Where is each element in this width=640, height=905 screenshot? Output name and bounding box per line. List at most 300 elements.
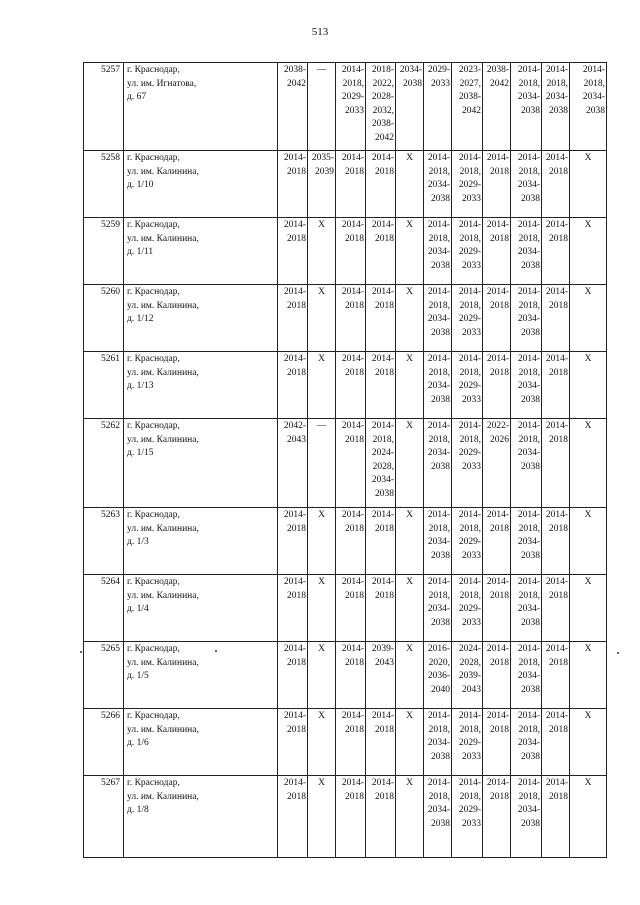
- period-line: 2038: [431, 751, 450, 762]
- period-line: 2014-: [486, 287, 509, 297]
- period-cell: [483, 285, 511, 352]
- period-line: 2018: [549, 434, 568, 445]
- period-line: 2038: [521, 684, 540, 695]
- period-cell: [336, 151, 366, 218]
- period-line: 2018,: [372, 434, 394, 445]
- period-cell: [483, 352, 511, 419]
- period-cell: [511, 285, 542, 352]
- period-line: 2014-: [458, 153, 481, 163]
- address-line: д. 1/3: [127, 537, 149, 547]
- period-line: 2014-: [341, 287, 364, 297]
- period-line: 2018: [345, 657, 364, 668]
- table-row: [84, 575, 607, 642]
- period-line: 2018,: [583, 78, 605, 89]
- period-line: 2034-: [517, 738, 540, 748]
- period-line: 2038: [521, 105, 540, 116]
- period-line: 2043: [287, 434, 306, 445]
- period-line: X: [318, 510, 325, 520]
- period-cell: [336, 575, 366, 642]
- period-cell: [570, 218, 607, 285]
- period-line: 2018: [287, 657, 306, 668]
- period-line: 2039-: [458, 671, 481, 681]
- scan-mark: [80, 651, 82, 653]
- period-line: 2018,: [518, 166, 540, 177]
- period-cell: [452, 63, 483, 151]
- period-line: 2029-: [458, 180, 481, 190]
- period-cell: [570, 709, 607, 776]
- address-line: д. 1/6: [127, 738, 149, 748]
- period-line: 2014-: [545, 354, 568, 364]
- address-line: д. 1/8: [127, 805, 149, 815]
- address-line: г. Краснодар,: [127, 778, 180, 788]
- period-cell: [542, 419, 570, 508]
- period-cell: [366, 642, 396, 709]
- period-line: 2018,: [459, 300, 481, 311]
- period-line: 2024-: [371, 448, 394, 458]
- period-line: X: [584, 711, 592, 721]
- period-line: 2014-: [517, 220, 540, 230]
- address-line: г. Краснодар,: [127, 577, 180, 587]
- period-line: 2018: [490, 523, 509, 534]
- address-line: г. Краснодар,: [127, 65, 180, 75]
- period-line: 2033: [462, 617, 481, 628]
- table-row: [84, 352, 607, 419]
- period-cell: [396, 575, 424, 642]
- period-line: 2018: [549, 233, 568, 244]
- period-line: 2029-: [341, 92, 364, 102]
- period-line: 2033: [462, 461, 481, 472]
- period-line: X: [318, 287, 325, 297]
- period-cell: [483, 508, 511, 575]
- period-line: 2038: [521, 394, 540, 405]
- period-line: 2018: [375, 791, 394, 802]
- period-line: 2038: [431, 550, 450, 561]
- period-cell: [336, 218, 366, 285]
- address-cell: [124, 575, 278, 642]
- period-cell: [570, 285, 607, 352]
- period-line: 2023-: [458, 65, 481, 75]
- address-cell: [124, 285, 278, 352]
- period-cell: [542, 776, 570, 858]
- period-line: X: [318, 711, 325, 721]
- period-cell: [336, 642, 366, 709]
- period-cell: [452, 419, 483, 508]
- period-cell: [366, 352, 396, 419]
- period-line: 2014-: [545, 778, 568, 788]
- period-line: 2014-: [458, 354, 481, 364]
- period-line: 2029-: [458, 537, 481, 547]
- table-row: [84, 508, 607, 575]
- period-line: 2014-: [371, 153, 394, 163]
- period-line: 2029-: [458, 314, 481, 324]
- period-line: 2043: [375, 657, 394, 668]
- period-line: 2034-: [517, 314, 540, 324]
- period-line: 2027,: [459, 78, 481, 89]
- row-number: 5266: [84, 709, 124, 776]
- period-line: 2018: [549, 590, 568, 601]
- period-line: 2038-: [486, 65, 509, 75]
- period-line: 2014-: [427, 354, 450, 364]
- period-line: 2034-: [517, 180, 540, 190]
- period-line: 2034-: [582, 92, 605, 102]
- address-line: д. 1/11: [127, 247, 154, 257]
- period-line: 2014-: [545, 510, 568, 520]
- period-cell: [396, 218, 424, 285]
- period-cell: [542, 352, 570, 419]
- period-line: 2035-: [311, 153, 334, 163]
- period-cell: [483, 63, 511, 151]
- row-number: 5259: [84, 218, 124, 285]
- period-line: 2038: [521, 617, 540, 628]
- address-line: ул. им. Игнатова,: [127, 78, 197, 89]
- period-cell: [424, 151, 452, 218]
- address-line: ул. им. Калинина,: [127, 791, 199, 802]
- period-cell: [424, 642, 452, 709]
- period-line: 2033: [345, 105, 364, 116]
- period-cell: [424, 218, 452, 285]
- period-line: 2039-: [371, 644, 394, 654]
- period-line: 2014-: [427, 711, 450, 721]
- period-line: 2036-: [427, 671, 450, 681]
- period-line: 2033: [462, 751, 481, 762]
- period-line: 2018: [375, 724, 394, 735]
- period-cell: [542, 151, 570, 218]
- period-cell: [396, 285, 424, 352]
- period-line: 2038: [549, 105, 568, 116]
- period-line: 2018,: [459, 367, 481, 378]
- period-line: X: [584, 577, 592, 587]
- period-line: 2014-: [371, 220, 394, 230]
- period-line: 2014-: [371, 577, 394, 587]
- period-line: 2038: [521, 461, 540, 472]
- table-body: [84, 63, 607, 858]
- period-cell: [483, 642, 511, 709]
- period-line: 2034-: [427, 247, 450, 257]
- period-line: 2016-: [427, 644, 450, 654]
- address-line: д. 1/15: [127, 448, 154, 458]
- period-line: 2033: [462, 193, 481, 204]
- period-line: 2014-: [582, 65, 605, 75]
- address-line: ул. им. Калинина,: [127, 166, 199, 177]
- row-number: 5265: [84, 642, 124, 709]
- period-line: 2018,: [518, 523, 540, 534]
- period-line: 2033: [462, 550, 481, 561]
- row-number: 5260: [84, 285, 124, 352]
- period-cell: [308, 218, 336, 285]
- period-line: 2018: [345, 367, 364, 378]
- period-line: 2014-: [371, 287, 394, 297]
- period-cell: [308, 709, 336, 776]
- period-cell: [483, 419, 511, 508]
- period-cell: [424, 285, 452, 352]
- period-line: 2034-: [517, 604, 540, 614]
- period-cell: [366, 218, 396, 285]
- period-line: 2029-: [458, 247, 481, 257]
- period-line: 2014-: [427, 287, 450, 297]
- period-cell: [542, 218, 570, 285]
- period-line: 2038-: [283, 65, 306, 75]
- period-cell: [542, 575, 570, 642]
- period-cell: [483, 218, 511, 285]
- period-line: 2014-: [517, 711, 540, 721]
- period-line: 2029-: [458, 738, 481, 748]
- period-line: 2018: [287, 590, 306, 601]
- period-cell: [424, 63, 452, 151]
- period-cell: [366, 709, 396, 776]
- period-line: 2014-: [545, 577, 568, 587]
- period-cell: [308, 508, 336, 575]
- period-cell: [396, 63, 424, 151]
- address-line: г. Краснодар,: [127, 711, 180, 721]
- period-line: 2018: [490, 657, 509, 668]
- period-line: 2018,: [459, 523, 481, 534]
- period-cell: [511, 508, 542, 575]
- period-line: 2042: [375, 132, 394, 143]
- period-line: 2018,: [428, 233, 450, 244]
- period-line: 2014-: [371, 510, 394, 520]
- period-cell: [336, 285, 366, 352]
- period-line: X: [318, 354, 325, 364]
- row-number: 5267: [84, 776, 124, 858]
- address-line: ул. им. Калинина,: [127, 724, 199, 735]
- period-line: 2034-: [399, 65, 422, 75]
- period-line: 2014-: [283, 153, 306, 163]
- period-line: 2014-: [486, 354, 509, 364]
- period-line: 2014-: [545, 153, 568, 163]
- period-line: X: [406, 220, 413, 230]
- period-line: 2018,: [518, 791, 540, 802]
- period-line: 2014-: [283, 354, 306, 364]
- period-line: 2018: [375, 523, 394, 534]
- period-line: 2014-: [341, 778, 364, 788]
- address-line: ул. им. Калинина,: [127, 523, 199, 534]
- period-cell: [366, 575, 396, 642]
- period-line: 2014-: [371, 711, 394, 721]
- period-line: 2018: [490, 590, 509, 601]
- period-line: 2026: [490, 434, 509, 445]
- period-line: 2018: [287, 791, 306, 802]
- period-line: 2014-: [341, 577, 364, 587]
- period-line: 2034-: [517, 92, 540, 102]
- period-line: 2018,: [428, 523, 450, 534]
- period-cell: [396, 709, 424, 776]
- period-line: 2014-: [486, 577, 509, 587]
- period-line: 2018,: [518, 78, 540, 89]
- address-line: г. Краснодар,: [127, 421, 180, 431]
- period-line: 2038: [521, 751, 540, 762]
- period-line: 2018: [345, 590, 364, 601]
- period-line: 2038: [521, 818, 540, 829]
- period-cell: [336, 776, 366, 858]
- period-line: 2038: [431, 193, 450, 204]
- period-line: 2022,: [372, 78, 394, 89]
- period-line: 2014-: [283, 778, 306, 788]
- address-cell: [124, 642, 278, 709]
- period-line: 2014-: [283, 220, 306, 230]
- period-line: 2034-: [517, 381, 540, 391]
- period-cell: [366, 285, 396, 352]
- period-line: 2014-: [427, 153, 450, 163]
- period-cell: [308, 642, 336, 709]
- period-cell: [424, 709, 452, 776]
- period-line: 2033: [462, 394, 481, 405]
- address-cell: [124, 709, 278, 776]
- period-cell: [452, 508, 483, 575]
- period-line: —: [316, 421, 327, 431]
- period-line: 2028,: [459, 657, 481, 668]
- period-cell: [542, 63, 570, 151]
- period-cell: [483, 776, 511, 858]
- address-cell: [124, 218, 278, 285]
- period-line: X: [406, 711, 413, 721]
- period-line: 2022-: [486, 421, 509, 431]
- period-line: 2033: [462, 260, 481, 271]
- period-line: 2038: [431, 461, 450, 472]
- period-cell: [396, 508, 424, 575]
- period-line: 2038: [431, 327, 450, 338]
- period-line: 2018: [375, 590, 394, 601]
- period-cell: [278, 575, 308, 642]
- period-line: X: [406, 153, 413, 163]
- period-cell: [308, 419, 336, 508]
- period-cell: [424, 352, 452, 419]
- period-cell: [308, 285, 336, 352]
- period-line: 2014-: [283, 510, 306, 520]
- page-number: 513: [311, 26, 329, 38]
- period-line: 2034-: [517, 448, 540, 458]
- period-cell: [396, 642, 424, 709]
- period-cell: [570, 63, 607, 151]
- period-line: 2034-: [427, 805, 450, 815]
- address-line: д. 1/13: [127, 381, 154, 391]
- address-line: ул. им. Калинина,: [127, 590, 199, 601]
- period-line: 2018: [490, 300, 509, 311]
- row-number: 5264: [84, 575, 124, 642]
- period-line: 2014-: [517, 510, 540, 520]
- period-line: 2018: [345, 523, 364, 534]
- period-line: 2018: [375, 300, 394, 311]
- address-line: ул. им. Калинина,: [127, 657, 199, 668]
- address-line: д. 1/12: [127, 314, 154, 324]
- period-line: 2014-: [458, 577, 481, 587]
- period-line: 2018,: [459, 724, 481, 735]
- period-line: 2018: [287, 233, 306, 244]
- period-cell: [308, 63, 336, 151]
- period-cell: [336, 352, 366, 419]
- address-cell: [124, 419, 278, 508]
- period-line: 2018,: [428, 724, 450, 735]
- period-line: 2018: [549, 724, 568, 735]
- period-line: 2038: [403, 78, 422, 89]
- period-cell: [366, 508, 396, 575]
- period-cell: [366, 151, 396, 218]
- period-cell: [570, 508, 607, 575]
- period-cell: [308, 575, 336, 642]
- table-row: [84, 419, 607, 508]
- period-cell: [278, 63, 308, 151]
- period-line: X: [318, 220, 325, 230]
- table-row: [84, 709, 607, 776]
- address-line: д. 67: [127, 92, 147, 102]
- period-cell: [278, 776, 308, 858]
- period-line: 2018: [549, 657, 568, 668]
- period-line: 2038: [431, 818, 450, 829]
- period-cell: [396, 419, 424, 508]
- period-line: 2029-: [458, 805, 481, 815]
- address-cell: [124, 151, 278, 218]
- row-number: 5261: [84, 352, 124, 419]
- period-line: 2042: [462, 105, 481, 116]
- table-row: [84, 63, 607, 151]
- period-line: 2018,: [518, 657, 540, 668]
- period-cell: [452, 151, 483, 218]
- period-line: 2014-: [517, 644, 540, 654]
- period-line: X: [406, 577, 413, 587]
- period-line: 2038: [521, 193, 540, 204]
- period-line: 2018,: [518, 434, 540, 445]
- period-line: 2018: [490, 233, 509, 244]
- period-line: 2018,: [459, 233, 481, 244]
- period-line: 2014-: [517, 778, 540, 788]
- period-cell: [336, 63, 366, 151]
- period-line: 2038: [431, 617, 450, 628]
- period-cell: [511, 642, 542, 709]
- period-line: 2018,: [518, 367, 540, 378]
- period-line: 2033: [462, 818, 481, 829]
- period-cell: [366, 63, 396, 151]
- period-line: 2018: [345, 724, 364, 735]
- period-line: 2018: [375, 233, 394, 244]
- period-cell: [452, 776, 483, 858]
- period-line: —: [316, 65, 327, 75]
- period-line: X: [584, 287, 592, 297]
- period-line: 2014-: [427, 421, 450, 431]
- period-line: 2018: [490, 724, 509, 735]
- address-line: ул. им. Калинина,: [127, 233, 199, 244]
- address-line: ул. им. Калинина,: [127, 300, 199, 311]
- period-line: 2014-: [341, 153, 364, 163]
- period-cell: [424, 776, 452, 858]
- period-line: X: [584, 220, 592, 230]
- period-line: 2014-: [283, 577, 306, 587]
- period-cell: [570, 352, 607, 419]
- period-cell: [452, 218, 483, 285]
- row-number: 5258: [84, 151, 124, 218]
- period-cell: [483, 151, 511, 218]
- period-line: 2018: [345, 166, 364, 177]
- row-number: 5263: [84, 508, 124, 575]
- period-line: 2043: [462, 684, 481, 695]
- period-cell: [542, 508, 570, 575]
- period-line: 2042: [490, 78, 509, 89]
- period-cell: [452, 709, 483, 776]
- period-line: 2018: [549, 166, 568, 177]
- address-cell: [124, 63, 278, 151]
- period-line: 2014-: [341, 644, 364, 654]
- period-line: 2018: [345, 300, 364, 311]
- period-cell: [452, 575, 483, 642]
- period-line: 2028,: [372, 461, 394, 472]
- period-cell: [308, 776, 336, 858]
- period-line: 2014-: [283, 287, 306, 297]
- period-line: 2018,: [518, 590, 540, 601]
- period-line: 2018,: [518, 233, 540, 244]
- period-line: 2034-: [427, 604, 450, 614]
- period-line: 2029-: [458, 604, 481, 614]
- period-line: 2029-: [458, 448, 481, 458]
- period-line: 2034-: [517, 537, 540, 547]
- period-line: X: [318, 778, 325, 788]
